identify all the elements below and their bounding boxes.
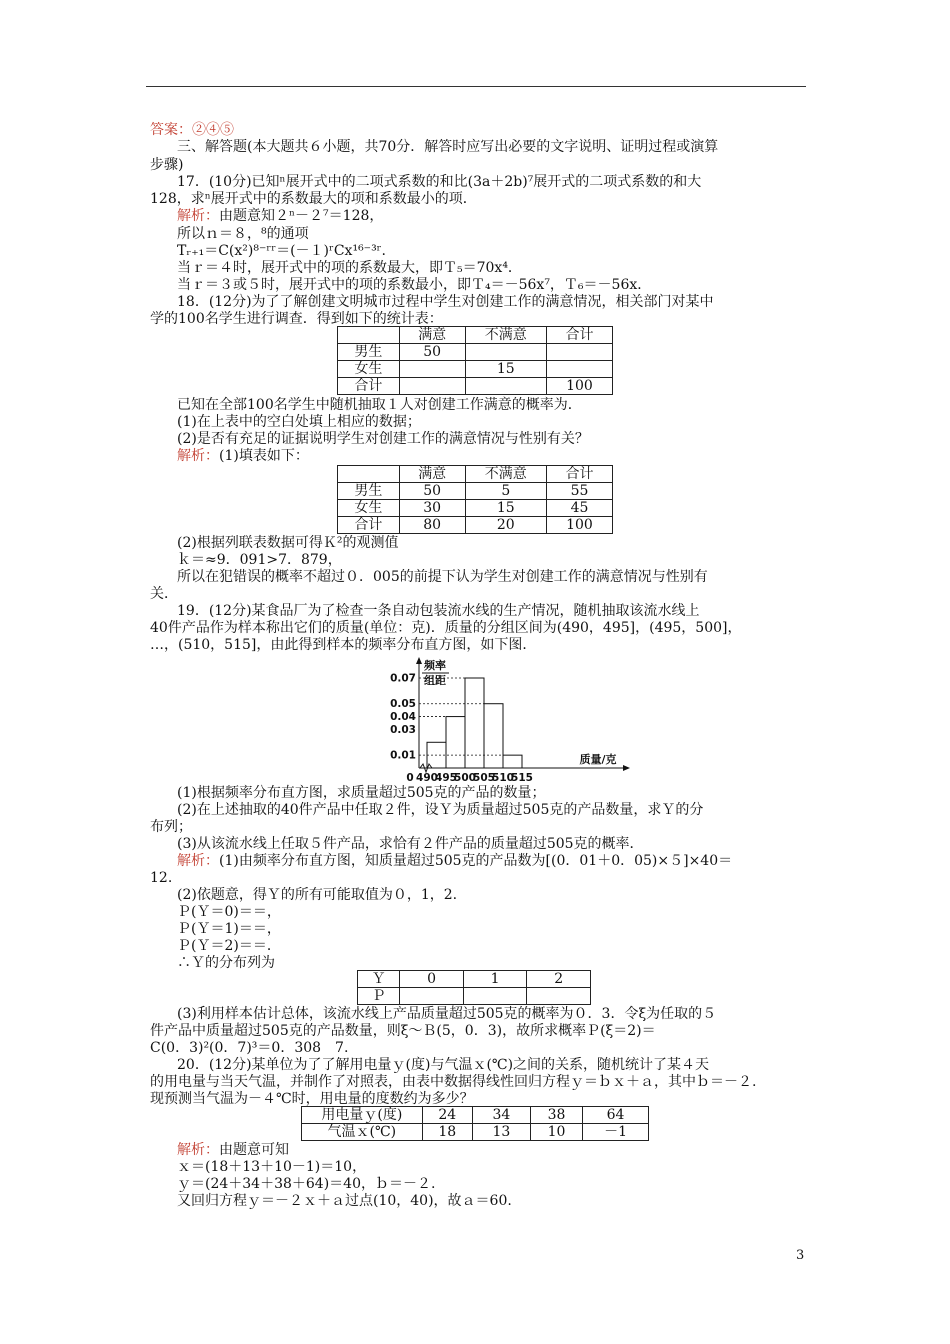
- table-cell: 64: [583, 1107, 649, 1124]
- table-row: [338, 483, 613, 500]
- x-tick-label: 490: [416, 772, 438, 783]
- table-cell: 20: [465, 517, 546, 534]
- q17-step: 当ｒ＝３或５时，展开式中的项的系数最小，即Ｔ₄＝－56x⁷，Ｔ₆＝－56x．: [177, 277, 652, 293]
- q19-part3: (3)从该流水线上任取５件产品，求恰有２件产品的质量超过505克的概率．: [177, 836, 644, 852]
- table-cell: 50: [399, 483, 465, 500]
- frequency-histogram: [385, 655, 645, 783]
- q20-step: 由题意可知: [219, 1142, 289, 1158]
- table-row: [338, 344, 613, 361]
- q18-solution: [177, 448, 309, 465]
- q20-step: ｘ＝(18＋13＋10－1)＝10，: [177, 1159, 367, 1175]
- q19-step: (2)依题意，得Ｙ的所有可能取值为０，1，2.: [177, 887, 458, 903]
- histogram-bar: [446, 717, 465, 768]
- table-cell: 男生: [338, 483, 400, 500]
- q18-step: (1)填表如下：: [219, 448, 309, 464]
- table-cell: [399, 378, 465, 395]
- x-axis-arrow: [623, 765, 630, 771]
- q19-step: (3)利用样本估计总体，该流水线上产品质量超过505克的概率为０．3．令ξ为任取的５: [177, 1006, 717, 1022]
- q19-stem-cont: 40件产品作为样本称出它们的质量(单位：克)．质量的分组区间为(490，495]，(495，500]，: [150, 620, 742, 636]
- x-tick-label: 495: [435, 772, 457, 783]
- table-cell: 45: [546, 500, 612, 517]
- q19-part2-cont: 布列；: [150, 819, 192, 835]
- histogram-bar: [465, 678, 484, 768]
- table-row: [358, 988, 591, 1005]
- table-cell: [546, 344, 612, 361]
- solution-label: 解析：: [177, 853, 219, 869]
- table-row: [338, 500, 613, 517]
- table-cell: 34: [472, 1107, 530, 1124]
- table-header-cell: 满意: [399, 466, 465, 483]
- table-cell: [527, 988, 591, 1005]
- table-header-row: [338, 466, 613, 483]
- table-header-cell: 合计: [546, 466, 612, 483]
- survey-table-blank: [337, 326, 613, 395]
- q18-step: (2)根据列联表数据可得Ｋ²的观测值: [177, 535, 399, 551]
- table-cell: 24: [422, 1107, 472, 1124]
- x-tick-label: 500: [454, 772, 476, 783]
- table-cell: 30: [399, 500, 465, 517]
- q19-step: Ｐ(Ｙ＝2)＝＝．: [177, 938, 281, 954]
- table-header-cell: [338, 327, 400, 344]
- solution-label: 解析：: [177, 1142, 219, 1158]
- q18-part2: (2)是否有充足的证据说明学生对创建工作的满意情况与性别有关？: [177, 431, 589, 447]
- solution-label: 解析：: [177, 448, 219, 464]
- histogram-bar: [503, 755, 522, 768]
- table-header-cell: 2: [527, 971, 591, 988]
- table-cell: 80: [399, 517, 465, 534]
- q20-step: 又回归方程ｙ＝－２ｘ＋ａ过点(10，40)，故ａ＝60.: [177, 1193, 512, 1209]
- q20-solution: [177, 1142, 289, 1159]
- q19-step: Ｐ(Ｙ＝1)＝＝，: [177, 921, 281, 937]
- answer-line: [150, 122, 234, 139]
- table-cell: 女生: [338, 361, 400, 378]
- q19-step: C(0．3)²(0．7)³＝0．308 7.: [150, 1040, 349, 1056]
- table-row: [338, 378, 613, 395]
- q19-stem-cont: …，(510，515]，由此得到样本的频率分布直方图，如下图．: [150, 637, 537, 653]
- table-header-row: [358, 971, 591, 988]
- x-tick-label: 515: [511, 772, 533, 783]
- q17-solution: [177, 208, 383, 225]
- q19-step: 12.: [150, 870, 173, 886]
- q17-step: Tᵣ₊₁＝C(x²)⁸⁻ʳʳ＝(－１)ʳCx¹⁶⁻³ʳ.: [177, 243, 386, 259]
- solution-label: 解析：: [177, 208, 219, 224]
- table-cell: [465, 378, 546, 395]
- table-row: [302, 1107, 649, 1124]
- table-cell: 5: [465, 483, 546, 500]
- table-cell: 50: [399, 344, 465, 361]
- q19-step: 件产品中质量超过505克的产品数量，则ξ～Ｂ(5，0．3)，故所求概率Ｐ(ξ＝2)＝: [150, 1023, 656, 1039]
- table-cell: －1: [583, 1124, 649, 1141]
- y-axis-label-denominator: 组距: [424, 674, 446, 687]
- table-cell: 用电量ｙ(度): [302, 1107, 423, 1124]
- answer-label: 答案：: [150, 122, 192, 138]
- table-cell: 38: [530, 1107, 582, 1124]
- q17-stem: 17．(10分)已知ⁿ展开式中的二项式系数的和比(3a＋2b)⁷展开式的二项式系数的和大: [177, 174, 702, 190]
- survey-table-filled: [337, 465, 613, 534]
- x-axis-label: 质量/克: [579, 753, 617, 766]
- y-tick-label: 0.03: [390, 723, 416, 736]
- table-row: [302, 1124, 649, 1141]
- q20-stem: 20．(12分)某单位为了了解用电量ｙ(度)与气温ｘ(℃)之间的关系，随机统计了某４天: [177, 1057, 710, 1073]
- table-cell: 气温ｘ(℃): [302, 1124, 423, 1141]
- table-cell: 18: [422, 1124, 472, 1141]
- table-cell: [399, 361, 465, 378]
- q19-part2: (2)在上述抽取的40件产品中任取２件，设Ｙ为质量超过505克的产品数量，求Ｙ的分: [177, 802, 704, 818]
- table-cell: 55: [546, 483, 612, 500]
- table-header-cell: 不满意: [465, 327, 546, 344]
- q18-part1: (1)在上表中的空白处填上相应的数据；: [177, 414, 421, 430]
- header-rule: [146, 86, 806, 87]
- q17-step: 由题意知２ⁿ－２⁷＝128，: [219, 208, 384, 224]
- table-cell: 女生: [338, 500, 400, 517]
- page-number: 3: [796, 1248, 805, 1263]
- table-header-cell: 合计: [546, 327, 612, 344]
- q19-solution: [177, 853, 732, 870]
- x-tick-label: 505: [473, 772, 495, 783]
- table-header-cell: Ｙ: [358, 971, 400, 988]
- y-axis-label-numerator: 频率: [424, 659, 446, 672]
- q17-step: 所以ｎ＝８，⁸的通项: [177, 226, 309, 242]
- distribution-table: [357, 970, 591, 1005]
- origin-label: 0: [406, 772, 414, 783]
- y-axis-arrow: [416, 657, 422, 664]
- answer-value: ②④⑤: [192, 122, 234, 138]
- table-cell: 合计: [338, 378, 400, 395]
- table-cell: 15: [465, 500, 546, 517]
- q19-step: (1)由频率分布直方图，知质量超过505克的产品数为[(0．01＋0．05)×５]×40＝: [219, 853, 733, 869]
- table-header-cell: [338, 466, 400, 483]
- q17-step: 当ｒ＝４时，展开式中的项的系数最大，即Ｔ₅＝70x⁴．: [177, 260, 522, 276]
- table-cell: 15: [465, 361, 546, 378]
- table-cell: 100: [546, 378, 612, 395]
- table-cell: [465, 344, 546, 361]
- q19-part1: (1)根据频率分布直方图，求质量超过505克的产品的数量；: [177, 785, 546, 801]
- section3-heading: 三、解答题(本大题共６小题，共70分．解答时应写出必要的文字说明、证明过程或演算: [177, 139, 719, 155]
- y-tick-label: 0.05: [390, 698, 416, 711]
- q20-stem-cont: 现预测当气温为－４℃时，用电量的度数约为多少？: [150, 1091, 474, 1107]
- table-cell: 10: [530, 1124, 582, 1141]
- table-cell: 100: [546, 517, 612, 534]
- table-cell: [463, 988, 527, 1005]
- table-cell: [546, 361, 612, 378]
- table-cell: 13: [472, 1124, 530, 1141]
- section3-heading-cont: 步骤): [150, 157, 184, 173]
- table-cell: 男生: [338, 344, 400, 361]
- table-header-row: [338, 327, 613, 344]
- q19-step: ∴Ｙ的分布列为: [177, 955, 275, 971]
- table-cell: [400, 988, 464, 1005]
- table-header-cell: 1: [463, 971, 527, 988]
- q18-step: 所以在犯错误的概率不超过０．005的前提下认为学生对创建工作的满意情况与性别有: [177, 569, 708, 585]
- x-tick-label: 510: [492, 772, 514, 783]
- q19-step: Ｐ(Ｙ＝0)＝＝，: [177, 904, 281, 920]
- electricity-temperature-table: [301, 1106, 649, 1141]
- table-row: [338, 361, 613, 378]
- q18-stem-cont: 已知在全部100名学生中随机抽取１人对创建工作满意的概率为．: [177, 397, 582, 413]
- y-tick-label: 0.04: [390, 711, 416, 724]
- table-header-cell: 0: [400, 971, 464, 988]
- table-cell: 合计: [338, 517, 400, 534]
- y-tick-label: 0.01: [390, 749, 416, 762]
- q18-stem-cont: 学的100名学生进行调查．得到如下的统计表：: [150, 311, 443, 327]
- y-tick-label: 0.07: [390, 672, 416, 685]
- q20-stem-cont: 的用电量与当天气温，并制作了对照表，由表中数据得线性回归方程ｙ＝ｂｘ＋ａ，其中ｂ＝－２.: [150, 1074, 757, 1090]
- q17-stem-cont: 128，求ⁿ展开式中的系数最大的项和系数最小的项．: [150, 191, 477, 207]
- table-header-cell: 不满意: [465, 466, 546, 483]
- q18-stem: 18．(12分)为了了解创建文明城市过程中学生对创建工作的满意情况，相关部门对某中: [177, 294, 714, 310]
- table-row: [338, 517, 613, 534]
- histogram-bar: [484, 704, 503, 768]
- table-cell: Ｐ: [358, 988, 400, 1005]
- q18-step: 关．: [150, 586, 178, 602]
- q18-step: ｋ＝≈9．091>7．879，: [177, 552, 342, 568]
- table-header-cell: 满意: [399, 327, 465, 344]
- q19-stem: 19．(12分)某食品厂为了检查一条自动包装流水线的生产情况，随机抽取该流水线上: [177, 603, 700, 619]
- q20-step: ｙ＝(24＋34＋38＋64)＝40，ｂ＝－２.: [177, 1176, 436, 1192]
